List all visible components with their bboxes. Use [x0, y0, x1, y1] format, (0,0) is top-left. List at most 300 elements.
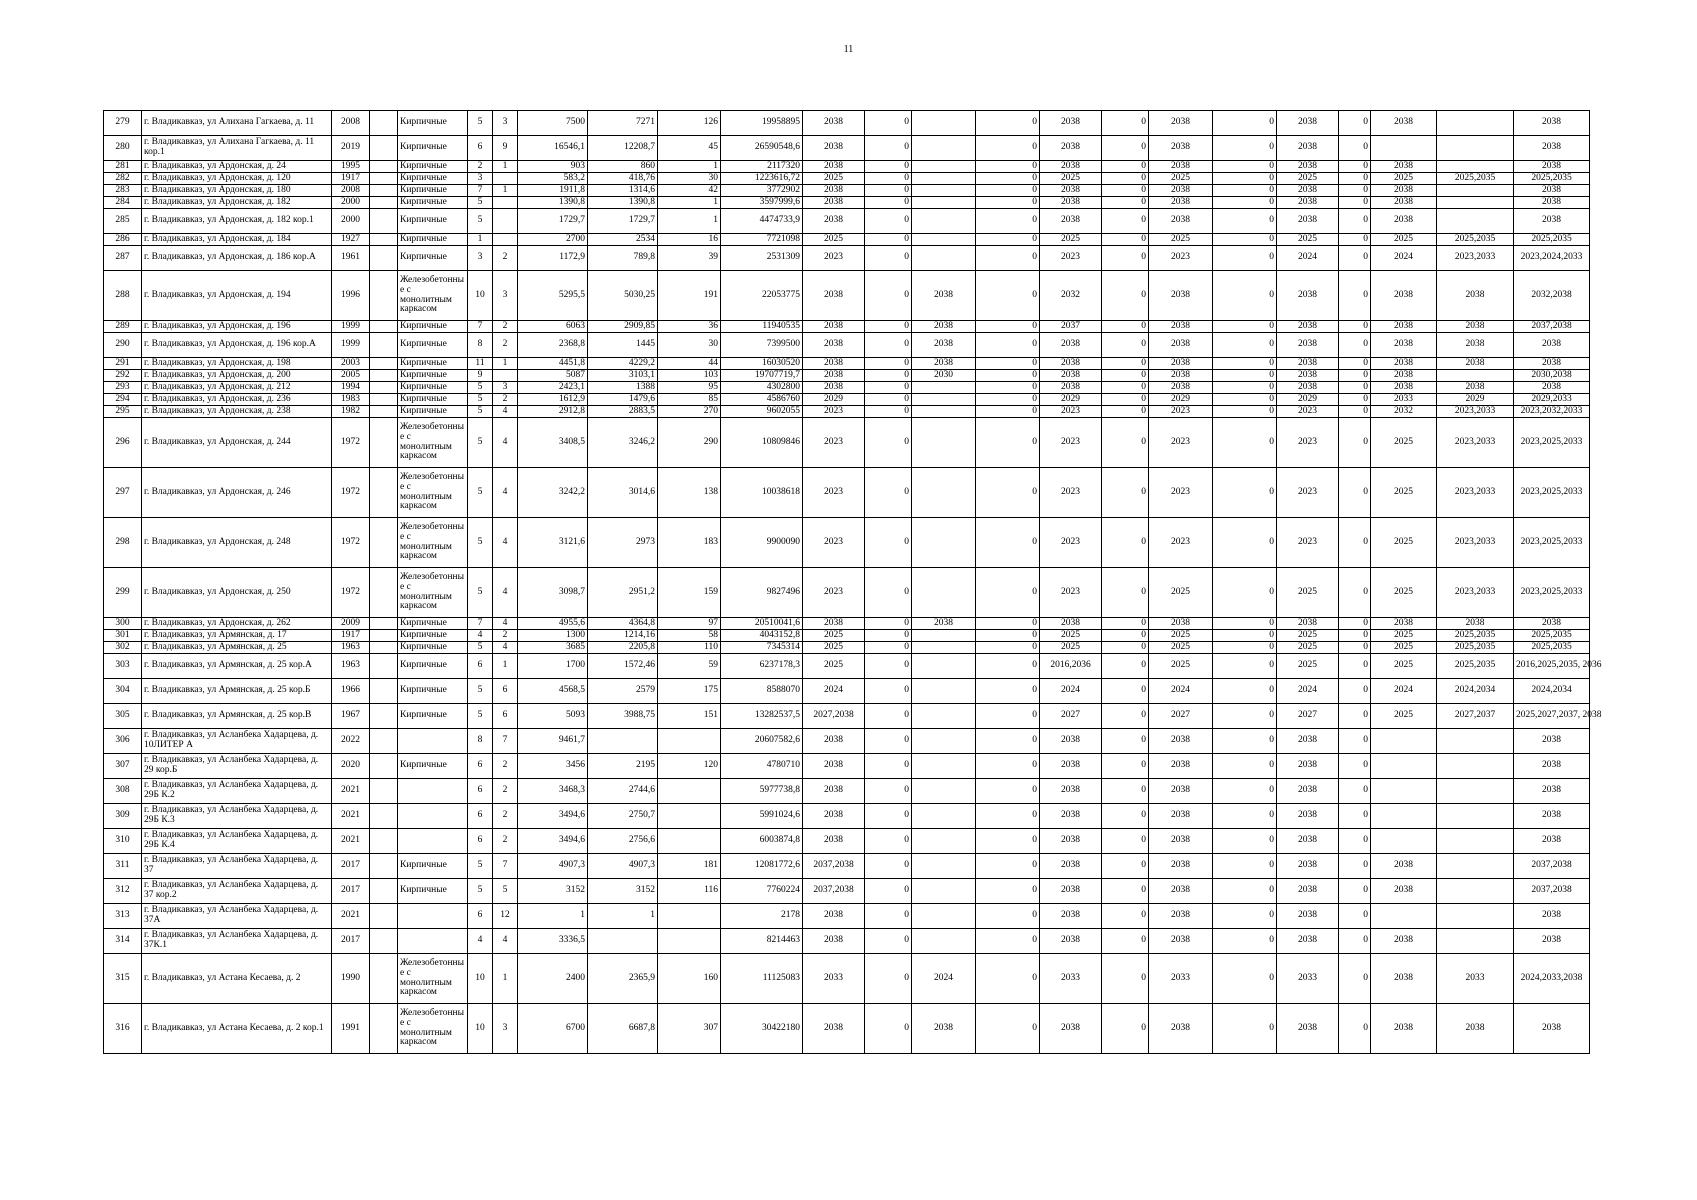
cell-build-year: 2017	[332, 879, 370, 904]
cell-row-number: 303	[104, 654, 142, 679]
cell-year-7	[1437, 197, 1514, 209]
cell-residents	[658, 729, 721, 754]
cell-residents: 151	[658, 704, 721, 729]
cell-year-8: 2038	[1514, 358, 1590, 370]
cell-year-5: 2025	[1277, 630, 1339, 642]
cell-year-4: 2023	[1149, 468, 1213, 518]
cell-cost: 1223616,72	[721, 173, 803, 185]
cell-address: г. Владикавказ, ул Астана Кесаева, д. 2	[142, 954, 332, 1004]
cell-year-6: 2025	[1371, 468, 1437, 518]
cell-build-year: 1983	[332, 394, 370, 406]
cell-residents: 120	[658, 754, 721, 779]
cell-zero-3: 0	[1102, 468, 1149, 518]
cell-year-4: 2025	[1149, 654, 1213, 679]
cell-year-2	[912, 779, 976, 804]
cell-year-4: 2038	[1149, 618, 1213, 630]
cell-zero-3: 0	[1102, 406, 1149, 418]
cell-year-8: 2038	[1514, 729, 1590, 754]
cell-blank-cell	[370, 358, 398, 370]
cell-zero-2: 0	[976, 954, 1040, 1004]
cell-residents: 1	[658, 209, 721, 234]
cell-cost: 7721098	[721, 234, 803, 246]
cell-blank-cell	[370, 568, 398, 618]
cell-year-8: 2024,2034	[1514, 679, 1590, 704]
table-row	[104, 136, 1590, 161]
cell-row-number: 287	[104, 246, 142, 271]
cell-build-year: 1972	[332, 568, 370, 618]
cell-year-6: 2025	[1371, 654, 1437, 679]
cell-cost: 7399500	[721, 333, 803, 358]
table-row	[104, 185, 1590, 197]
cell-residents	[658, 829, 721, 854]
cell-year-2: 2038	[912, 1004, 976, 1054]
cell-zero-5: 0	[1339, 704, 1371, 729]
cell-year-6: 2025	[1371, 418, 1437, 468]
cell-year-2	[912, 382, 976, 394]
cell-area-living: 6687,8	[588, 1004, 658, 1054]
cell-build-year: 2009	[332, 618, 370, 630]
cell-zero-5: 0	[1339, 804, 1371, 829]
cell-area-total: 1911,8	[518, 185, 588, 197]
cell-zero-5: 0	[1339, 929, 1371, 954]
cell-blank-cell	[370, 642, 398, 654]
cell-zero-3: 0	[1102, 904, 1149, 929]
cell-zero-1: 0	[865, 271, 912, 321]
cell-residents: 59	[658, 654, 721, 679]
cell-year-3: 2027	[1040, 704, 1102, 729]
cell-year-4: 2038	[1149, 209, 1213, 234]
cell-zero-4: 0	[1213, 679, 1277, 704]
cell-zero-3: 0	[1102, 358, 1149, 370]
cell-area-total: 3152	[518, 879, 588, 904]
cell-cost: 4043152,8	[721, 630, 803, 642]
cell-area-living: 7271	[588, 111, 658, 136]
cell-year-7: 2023,2033	[1437, 418, 1514, 468]
cell-build-year: 2021	[332, 829, 370, 854]
cell-row-number: 297	[104, 468, 142, 518]
cell-year-7: 2024,2034	[1437, 679, 1514, 704]
cell-zero-3: 0	[1102, 1004, 1149, 1054]
cell-zero-1: 0	[865, 136, 912, 161]
cell-year-3: 2038	[1040, 804, 1102, 829]
cell-residents: 175	[658, 679, 721, 704]
cell-year-8: 2038	[1514, 754, 1590, 779]
cell-wall-material: Кирпичные	[398, 879, 468, 904]
cell-area-total: 1729,7	[518, 209, 588, 234]
cell-cost: 12081772,6	[721, 854, 803, 879]
cell-cost: 3772902	[721, 185, 803, 197]
cell-wall-material: Железобетонные с монолитным каркасом	[398, 418, 468, 468]
cell-floors: 9	[468, 370, 493, 382]
cell-year-1: 2038	[803, 370, 865, 382]
cell-address: г. Владикавказ, ул Асланбека Хадарцева, д. 29Б К.3	[142, 804, 332, 829]
cell-year-2	[912, 929, 976, 954]
cell-year-5: 2024	[1277, 246, 1339, 271]
cell-year-2: 2038	[912, 333, 976, 358]
cell-row-number: 300	[104, 618, 142, 630]
cell-year-7	[1437, 779, 1514, 804]
cell-cost: 4302800	[721, 382, 803, 394]
cell-floors: 5	[468, 197, 493, 209]
cell-cost: 19958895	[721, 111, 803, 136]
cell-address: г. Владикавказ, ул Алихана Гагкаева, д. 11 кор.1	[142, 136, 332, 161]
cell-cost: 9827496	[721, 568, 803, 618]
cell-zero-5: 0	[1339, 246, 1371, 271]
cell-address: г. Владикавказ, ул Асланбека Хадарцева, д. 37 кор.2	[142, 879, 332, 904]
cell-build-year: 1999	[332, 333, 370, 358]
cell-zero-2: 0	[976, 829, 1040, 854]
table-row	[104, 394, 1590, 406]
cell-address: г. Владикавказ, ул Армянская, д. 25 кор.Б	[142, 679, 332, 704]
cell-year-3: 2038	[1040, 618, 1102, 630]
cell-wall-material: Железобетонные с монолитным каркасом	[398, 518, 468, 568]
table-row	[104, 854, 1590, 879]
cell-year-8: 2038	[1514, 829, 1590, 854]
cell-year-1: 2024	[803, 679, 865, 704]
cell-build-year: 2017	[332, 854, 370, 879]
cell-row-number: 283	[104, 185, 142, 197]
cell-year-1: 2038	[803, 382, 865, 394]
cell-row-number: 312	[104, 879, 142, 904]
cell-zero-1: 0	[865, 704, 912, 729]
cell-zero-1: 0	[865, 333, 912, 358]
cell-year-8: 2038	[1514, 618, 1590, 630]
cell-zero-4: 0	[1213, 568, 1277, 618]
cell-area-living: 4364,8	[588, 618, 658, 630]
cell-zero-5: 0	[1339, 654, 1371, 679]
cell-year-8: 2038	[1514, 161, 1590, 173]
table-row	[104, 954, 1590, 1004]
cell-area-total: 4907,3	[518, 854, 588, 879]
cell-row-number: 311	[104, 854, 142, 879]
cell-zero-2: 0	[976, 704, 1040, 729]
cell-cost: 22053775	[721, 271, 803, 321]
cell-year-1: 2038	[803, 358, 865, 370]
cell-build-year: 2021	[332, 804, 370, 829]
cell-wall-material: Кирпичные	[398, 111, 468, 136]
cell-residents: 191	[658, 271, 721, 321]
cell-area-living: 2909,85	[588, 321, 658, 333]
cell-build-year: 1995	[332, 161, 370, 173]
cell-year-6: 2025	[1371, 704, 1437, 729]
cell-build-year: 1917	[332, 173, 370, 185]
cell-cost: 20607582,6	[721, 729, 803, 754]
cell-zero-3: 0	[1102, 197, 1149, 209]
cell-zero-1: 0	[865, 197, 912, 209]
cell-year-1: 2038	[803, 321, 865, 333]
cell-year-7	[1437, 161, 1514, 173]
cell-area-total: 3685	[518, 642, 588, 654]
cell-zero-4: 0	[1213, 929, 1277, 954]
cell-year-1: 2038	[803, 804, 865, 829]
cell-zero-5: 0	[1339, 829, 1371, 854]
cell-address: г. Владикавказ, ул Ардонская, д. 200	[142, 370, 332, 382]
cell-build-year: 1961	[332, 246, 370, 271]
cell-zero-3: 0	[1102, 630, 1149, 642]
cell-year-2	[912, 904, 976, 929]
cell-zero-1: 0	[865, 729, 912, 754]
cell-floors: 6	[468, 804, 493, 829]
cell-blank-cell	[370, 246, 398, 271]
cell-zero-1: 0	[865, 654, 912, 679]
cell-zero-1: 0	[865, 209, 912, 234]
cell-residents: 39	[658, 246, 721, 271]
cell-year-4: 2038	[1149, 804, 1213, 829]
cell-address: г. Владикавказ, ул Ардонская, д. 248	[142, 518, 332, 568]
cell-blank-cell	[370, 954, 398, 1004]
cell-year-5: 2038	[1277, 829, 1339, 854]
cell-address: г. Владикавказ, ул Асланбека Хадарцева, д. 29 кор.Б	[142, 754, 332, 779]
cell-address: г. Владикавказ, ул Ардонская, д. 198	[142, 358, 332, 370]
cell-year-4: 2038	[1149, 136, 1213, 161]
cell-entrances: 4	[493, 518, 518, 568]
cell-cost: 26590548,6	[721, 136, 803, 161]
cell-zero-3: 0	[1102, 382, 1149, 394]
cell-year-4: 2024	[1149, 679, 1213, 704]
cell-year-6: 2025	[1371, 518, 1437, 568]
cell-area-living: 1388	[588, 382, 658, 394]
cell-row-number: 308	[104, 779, 142, 804]
cell-entrances: 5	[493, 879, 518, 904]
cell-year-7: 2023,2033	[1437, 246, 1514, 271]
cell-area-total: 2912,8	[518, 406, 588, 418]
cell-build-year: 1999	[332, 321, 370, 333]
cell-zero-2: 0	[976, 185, 1040, 197]
cell-cost: 13282537,5	[721, 704, 803, 729]
cell-zero-3: 0	[1102, 618, 1149, 630]
cell-year-8: 2038	[1514, 904, 1590, 929]
cell-residents: 110	[658, 642, 721, 654]
cell-build-year: 2020	[332, 754, 370, 779]
cell-year-5: 2038	[1277, 382, 1339, 394]
cell-entrances: 2	[493, 754, 518, 779]
cell-zero-1: 0	[865, 468, 912, 518]
cell-year-2	[912, 879, 976, 904]
cell-year-4: 2038	[1149, 754, 1213, 779]
cell-entrances: 2	[493, 246, 518, 271]
table-body	[104, 111, 1602, 1054]
cell-wall-material	[398, 929, 468, 954]
cell-area-total: 2423,1	[518, 382, 588, 394]
cell-row-number: 294	[104, 394, 142, 406]
cell-area-total: 1172,9	[518, 246, 588, 271]
cell-area-total: 3408,5	[518, 418, 588, 468]
cell-zero-4: 0	[1213, 779, 1277, 804]
cell-cost: 4780710	[721, 754, 803, 779]
cell-entrances: 6	[493, 679, 518, 704]
cell-year-3: 2038	[1040, 929, 1102, 954]
cell-wall-material: Кирпичные	[398, 197, 468, 209]
cell-residents: 85	[658, 394, 721, 406]
cell-blank-cell	[370, 654, 398, 679]
cell-cost: 9900090	[721, 518, 803, 568]
cell-year-5: 2038	[1277, 879, 1339, 904]
cell-year-7: 2025,2035	[1437, 642, 1514, 654]
cell-zero-3: 0	[1102, 642, 1149, 654]
cell-year-3: 2032	[1040, 271, 1102, 321]
cell-zero-2: 0	[976, 394, 1040, 406]
cell-residents: 30	[658, 173, 721, 185]
cell-year-3: 2016,2036	[1040, 654, 1102, 679]
table-row	[104, 568, 1590, 618]
cell-year-5: 2038	[1277, 271, 1339, 321]
cell-zero-3: 0	[1102, 173, 1149, 185]
cell-row-number: 316	[104, 1004, 142, 1054]
cell-wall-material: Кирпичные	[398, 333, 468, 358]
cell-year-8: 2037,2038	[1514, 879, 1590, 904]
cell-floors: 7	[468, 618, 493, 630]
cell-year-1: 2023	[803, 468, 865, 518]
table-row	[104, 358, 1590, 370]
cell-blank-cell	[370, 854, 398, 879]
cell-year-2	[912, 654, 976, 679]
cell-zero-1: 0	[865, 246, 912, 271]
cell-entrances: 2	[493, 804, 518, 829]
cell-year-2	[912, 568, 976, 618]
cell-year-6: 2025	[1371, 234, 1437, 246]
cell-zero-3: 0	[1102, 321, 1149, 333]
cell-address: г. Владикавказ, ул Ардонская, д. 236	[142, 394, 332, 406]
cell-build-year: 1972	[332, 418, 370, 468]
cell-year-2	[912, 679, 976, 704]
cell-year-3: 2038	[1040, 185, 1102, 197]
cell-entrances: 7	[493, 729, 518, 754]
cell-floors: 5	[468, 394, 493, 406]
cell-year-7: 2038	[1437, 333, 1514, 358]
cell-build-year: 2021	[332, 779, 370, 804]
cell-area-living: 418,76	[588, 173, 658, 185]
cell-zero-3: 0	[1102, 370, 1149, 382]
cell-zero-3: 0	[1102, 754, 1149, 779]
cell-cost: 2178	[721, 904, 803, 929]
cell-year-5: 2038	[1277, 804, 1339, 829]
cell-area-total: 2368,8	[518, 333, 588, 358]
cell-address: г. Владикавказ, ул Армянская, д. 25 кор.А	[142, 654, 332, 679]
cell-zero-1: 0	[865, 173, 912, 185]
cell-row-number: 286	[104, 234, 142, 246]
cell-zero-3: 0	[1102, 209, 1149, 234]
cell-zero-2: 0	[976, 161, 1040, 173]
cell-area-living: 3014,6	[588, 468, 658, 518]
cell-zero-5: 0	[1339, 271, 1371, 321]
cell-year-4: 2029	[1149, 394, 1213, 406]
cell-year-2	[912, 406, 976, 418]
cell-zero-4: 0	[1213, 804, 1277, 829]
cell-blank-cell	[370, 333, 398, 358]
cell-floors: 3	[468, 173, 493, 185]
cell-zero-2: 0	[976, 904, 1040, 929]
cell-zero-1: 0	[865, 358, 912, 370]
cell-year-6: 2038	[1371, 333, 1437, 358]
cell-year-4: 2038	[1149, 829, 1213, 854]
cell-year-8: 2038	[1514, 185, 1590, 197]
cell-year-5: 2038	[1277, 618, 1339, 630]
cell-year-2	[912, 642, 976, 654]
cell-blank-cell	[370, 418, 398, 468]
cell-wall-material: Кирпичные	[398, 370, 468, 382]
cell-year-2	[912, 518, 976, 568]
cell-row-number: 310	[104, 829, 142, 854]
cell-zero-5: 0	[1339, 618, 1371, 630]
cell-row-number: 315	[104, 954, 142, 1004]
cell-zero-5: 0	[1339, 854, 1371, 879]
cell-zero-4: 0	[1213, 854, 1277, 879]
cell-residents: 181	[658, 854, 721, 879]
cell-blank-cell	[370, 729, 398, 754]
cell-year-1: 2023	[803, 518, 865, 568]
cell-year-6: 2038	[1371, 618, 1437, 630]
cell-area-total: 3242,2	[518, 468, 588, 518]
cell-year-7	[1437, 754, 1514, 779]
cell-wall-material: Кирпичные	[398, 630, 468, 642]
cell-year-1: 2023	[803, 418, 865, 468]
cell-floors: 5	[468, 111, 493, 136]
cell-row-number: 279	[104, 111, 142, 136]
cell-floors: 5	[468, 209, 493, 234]
cell-year-3: 2038	[1040, 209, 1102, 234]
cell-zero-2: 0	[976, 518, 1040, 568]
cell-residents: 270	[658, 406, 721, 418]
cell-blank-cell	[370, 234, 398, 246]
cell-area-total: 7500	[518, 111, 588, 136]
cell-year-7: 2033	[1437, 954, 1514, 1004]
cell-year-5: 2023	[1277, 468, 1339, 518]
cell-zero-3: 0	[1102, 418, 1149, 468]
cell-area-total: 3456	[518, 754, 588, 779]
cell-year-4: 2038	[1149, 929, 1213, 954]
cell-zero-2: 0	[976, 321, 1040, 333]
cell-zero-1: 0	[865, 418, 912, 468]
cell-zero-1: 0	[865, 321, 912, 333]
housing-register-table	[103, 110, 1602, 1054]
cell-area-living: 3103,1	[588, 370, 658, 382]
cell-cost: 8214463	[721, 929, 803, 954]
cell-year-3: 2038	[1040, 382, 1102, 394]
cell-year-6: 2038	[1371, 954, 1437, 1004]
cell-year-2	[912, 185, 976, 197]
cell-year-3: 2024	[1040, 679, 1102, 704]
cell-zero-1: 0	[865, 618, 912, 630]
cell-year-1: 2025	[803, 630, 865, 642]
cell-area-living: 1314,6	[588, 185, 658, 197]
cell-year-8: 2023,2025,2033	[1514, 518, 1590, 568]
cell-entrances: 12	[493, 904, 518, 929]
cell-wall-material	[398, 829, 468, 854]
cell-year-4: 2038	[1149, 779, 1213, 804]
table-row	[104, 197, 1590, 209]
cell-area-living: 3152	[588, 879, 658, 904]
cell-year-6: 2024	[1371, 246, 1437, 271]
cell-wall-material: Кирпичные	[398, 406, 468, 418]
cell-year-2	[912, 854, 976, 879]
cell-floors: 5	[468, 406, 493, 418]
cell-area-total: 4955,6	[518, 618, 588, 630]
cell-zero-2: 0	[976, 754, 1040, 779]
cell-area-living: 2973	[588, 518, 658, 568]
cell-zero-5: 0	[1339, 729, 1371, 754]
cell-entrances: 3	[493, 382, 518, 394]
cell-year-4: 2038	[1149, 382, 1213, 394]
cell-year-1: 2023	[803, 406, 865, 418]
cell-zero-4: 0	[1213, 1004, 1277, 1054]
cell-build-year: 2021	[332, 904, 370, 929]
cell-year-3: 2025	[1040, 234, 1102, 246]
cell-row-number: 295	[104, 406, 142, 418]
cell-blank-cell	[370, 518, 398, 568]
cell-zero-2: 0	[976, 136, 1040, 161]
cell-year-8: 2025,2035	[1514, 173, 1590, 185]
cell-floors: 5	[468, 568, 493, 618]
